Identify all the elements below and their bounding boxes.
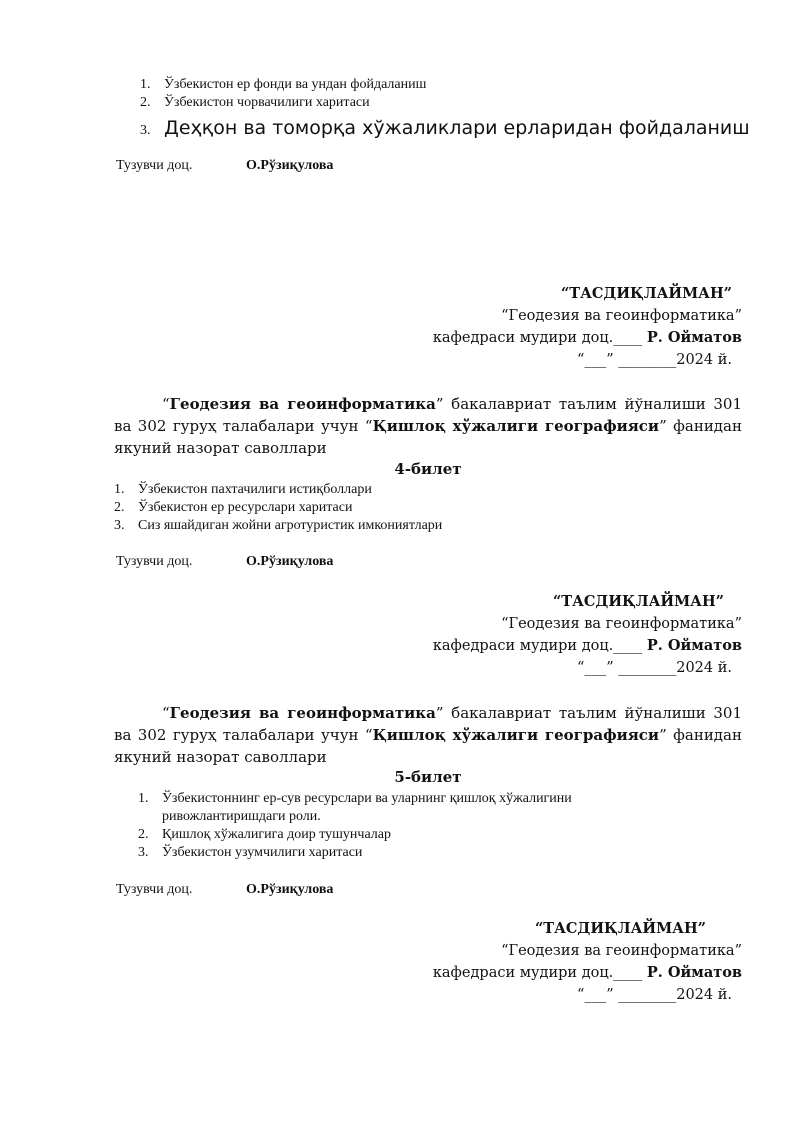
ticket-question-list xyxy=(138,790,698,862)
approval-head-line xyxy=(322,635,742,657)
approval-head-name: Р. Ойматов xyxy=(646,637,742,654)
ticket-title: 4-билет xyxy=(394,460,462,478)
compiler-role: Тузувчи доц. xyxy=(116,554,193,569)
approval-date: “___” ________2024 й. xyxy=(577,660,732,676)
approval-head-prefix: кафедраси мудири доц.____ xyxy=(432,330,647,346)
list-item xyxy=(138,826,698,844)
approval-block xyxy=(322,283,742,371)
approval-date: “___” ________2024 й. xyxy=(577,352,732,368)
list-item-text: Ўзбекистоннинг ер-сув ресурслари ва уларнинг қишлоқ хўжалигини ривожлантиришдаги роли. xyxy=(162,791,572,824)
compiler-line xyxy=(116,554,333,570)
approval-head-line xyxy=(322,962,742,984)
approval-department: “Геодезия ва геоинформатика” xyxy=(501,616,742,632)
approval-title: “ТАСДИҚЛАЙМАН” xyxy=(552,593,724,610)
compiler-name: О.Рўзиқулова xyxy=(246,158,334,173)
list-item-number: 2. xyxy=(140,95,151,110)
list-item-number: 1. xyxy=(114,482,125,497)
intro-department: Геодезия ва геоинформатика xyxy=(169,704,436,722)
intro-end: ” фанидан якуний назорат саволлари xyxy=(114,726,742,766)
list-item-number: 3. xyxy=(114,518,125,533)
list-item xyxy=(114,481,754,499)
compiler-line xyxy=(116,158,333,174)
intro-middle: ” бакалавриат таълим йўналиши 301 ва 302 гуруҳ талабалари учун “ xyxy=(114,395,742,435)
approval-head-prefix: кафедраси мудири доц.____ xyxy=(432,965,647,981)
approval-head-name: Р. Ойматов xyxy=(646,964,742,981)
list-item-text: Қишлоқ хўжалигига доир тушунчалар xyxy=(162,827,391,842)
list-item-text: Деҳқон ва томорқа хўжаликлари ерларидан фойдаланиш xyxy=(164,117,750,139)
approval-head-line xyxy=(322,327,742,349)
intro-paragraph: “Геодезия ва геоинформатика” бакалавриат таълим йўналиши 301 ва 302 гуруҳ талабалари учун “Қишлоқ хўжалиги географияси” фанидан якуний назорат саволлари xyxy=(114,704,742,766)
list-item-number: 3. xyxy=(138,845,149,860)
list-item-number: 3. xyxy=(140,123,151,138)
compiler-role: Тузувчи доц. xyxy=(116,158,193,173)
list-item xyxy=(140,94,760,112)
list-item xyxy=(114,499,754,517)
approval-block xyxy=(322,591,742,679)
list-item-text: Ўзбекистон узумчилиги харитаси xyxy=(162,845,363,860)
approval-head-prefix: кафедраси мудири доц.____ xyxy=(432,638,647,654)
list-item xyxy=(138,844,698,862)
list-item-text: Ўзбекистон ер ресурслари харитаси xyxy=(138,500,353,515)
approval-title: “ТАСДИҚЛАЙМАН” xyxy=(560,285,732,302)
approval-department: “Геодезия ва геоинформатика” xyxy=(501,943,742,959)
approval-department: “Геодезия ва геоинформатика” xyxy=(501,308,742,324)
list-item-text: Сиз яшайдиган жойни агротуристик имкониятлари xyxy=(138,518,443,533)
ticket-title: 5-билет xyxy=(394,768,462,786)
list-item-number: 2. xyxy=(114,500,125,515)
list-item xyxy=(138,790,698,826)
list-item-text: Ўзбекистон пахтачилиги истиқболлари xyxy=(138,482,372,497)
compiler-name: О.Рўзиқулова xyxy=(246,882,334,897)
compiler-line xyxy=(116,882,333,898)
approval-title: “ТАСДИҚЛАЙМАН” xyxy=(534,920,706,937)
approval-date: “___” ________2024 й. xyxy=(577,987,732,1003)
list-item-text: Ўзбекистон чорвачилиги харитаси xyxy=(164,95,370,110)
compiler-role: Тузувчи доц. xyxy=(116,882,193,897)
top-question-list xyxy=(140,76,760,144)
intro-department: Геодезия ва геоинформатика xyxy=(169,395,436,413)
compiler-name: О.Рўзиқулова xyxy=(246,554,334,569)
list-item xyxy=(114,517,754,535)
list-item xyxy=(140,76,760,94)
list-item xyxy=(140,112,760,144)
list-item-text: Ўзбекистон ер фонди ва ундан фойдаланиш xyxy=(164,77,427,92)
intro-subject: Қишлоқ хўжалиги географияси xyxy=(372,417,660,435)
intro-paragraph: “Геодезия ва геоинформатика” бакалавриат таълим йўналиши 301 ва 302 гуруҳ талабалари учун “Қишлоқ хўжалиги географияси” фанидан якуний назорат саволлари xyxy=(114,395,742,457)
list-item-number: 1. xyxy=(138,791,149,806)
intro-end: ” фанидан якуний назорат саволлари xyxy=(114,417,742,457)
intro-middle: ” бакалавриат таълим йўналиши 301 ва 302 гуруҳ талабалари учун “ xyxy=(114,704,742,744)
intro-subject: Қишлоқ хўжалиги географияси xyxy=(372,726,660,744)
approval-head-name: Р. Ойматов xyxy=(646,329,742,346)
ticket-question-list xyxy=(114,481,754,535)
list-item-number: 2. xyxy=(138,827,149,842)
approval-block xyxy=(322,918,742,1006)
list-item-number: 1. xyxy=(140,77,151,92)
